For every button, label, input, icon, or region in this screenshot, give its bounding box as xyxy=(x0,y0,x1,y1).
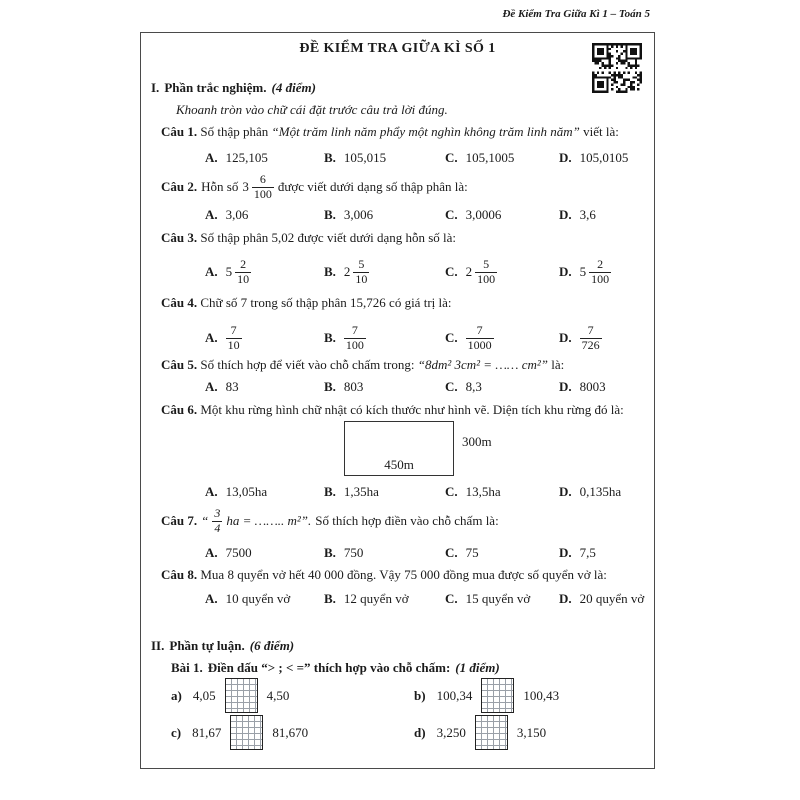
option-d: D. 0,135ha xyxy=(559,484,622,499)
option-d: D. 8003 xyxy=(559,379,606,394)
answer-box xyxy=(481,678,514,713)
question-2-stem: Câu 2. Hỗn số 3 $\frac{6}{100}$ được viết dưới dạng số thập phân là: xyxy=(161,172,468,201)
qr-code-icon xyxy=(592,43,642,93)
option-a: A. 83 xyxy=(205,379,239,394)
question-6-label: Câu 6. xyxy=(161,402,198,417)
fraction: $\frac{6}{100}$ xyxy=(253,172,272,201)
option-b: B. $\frac{7}{100}$ xyxy=(324,323,364,352)
section-1-numeral: I. xyxy=(151,80,160,95)
option-d: D. 7,5 xyxy=(559,545,596,560)
question-3-options xyxy=(161,254,654,290)
option-d: D. 3,6 xyxy=(559,207,596,222)
question-7-label: Câu 7. xyxy=(161,513,198,528)
option-b: B. 2 $\frac{5}{10}$ xyxy=(324,257,368,286)
question-7-stem: Câu 7. “ $\frac{3}{4}$ ha = …….. m²”. Số thích hợp điền vào chỗ chấm là: xyxy=(161,506,499,535)
question-8-options xyxy=(161,591,654,609)
option-a: A. 10 quyển vở xyxy=(205,591,291,606)
option-c: C. 3,0006 xyxy=(445,207,502,222)
compare-item-d: d) 3,250 3,150 xyxy=(414,715,546,750)
option-d: D. $\frac{7}{726}$ xyxy=(559,323,600,352)
question-8-label: Câu 8. xyxy=(161,567,198,582)
option-c: C. 75 xyxy=(445,545,479,560)
exercise-1-label: Bài 1. xyxy=(171,660,203,675)
compare-item-c: c) 81,67 81,670 xyxy=(171,715,308,750)
answer-box xyxy=(475,715,508,750)
option-c: C. 2 $\frac{5}{100}$ xyxy=(445,257,496,286)
question-3-stem: Câu 3. Số thập phân 5,02 được viết dưới dạng hỗn số là: xyxy=(161,230,457,245)
option-c: C. 15 quyển vở xyxy=(445,591,531,606)
figure-height-label: 300m xyxy=(462,434,492,449)
section-2-points: (6 điểm) xyxy=(249,638,295,653)
question-5-options xyxy=(161,379,654,397)
question-4-stem: Câu 4. Chữ số 7 trong số thập phân 15,726 có giá trị là: xyxy=(161,295,452,310)
question-5-label: Câu 5. xyxy=(161,357,198,372)
option-a: A. 3,06 xyxy=(205,207,249,222)
option-b: B. 3,006 xyxy=(324,207,374,222)
option-c: C. 13,5ha xyxy=(445,484,501,499)
option-c: C. 8,3 xyxy=(445,379,482,394)
question-4-options xyxy=(161,320,654,356)
answer-box xyxy=(230,715,263,750)
question-7-options xyxy=(161,545,654,563)
section-1-title: Phần trắc nghiệm. xyxy=(164,80,267,95)
section-1-points: (4 điểm) xyxy=(271,80,316,95)
figure-width-label: 450m xyxy=(384,457,414,472)
question-3-label: Câu 3. xyxy=(161,230,198,245)
question-2-label: Câu 2. xyxy=(161,179,198,194)
exercise-1-points: (1 điểm) xyxy=(455,660,500,675)
question-4-label: Câu 4. xyxy=(161,295,198,310)
question-1-label: Câu 1. xyxy=(161,124,198,139)
option-a: A. 5 $\frac{2}{10}$ xyxy=(205,257,250,286)
section-2-numeral: II. xyxy=(151,638,165,653)
page-title: ĐỀ KIỂM TRA GIỮA KÌ SỐ 1 xyxy=(299,41,496,56)
fraction: $\frac{3}{4}$ xyxy=(214,506,221,535)
question-5-stem: Câu 5. Số thích hợp để viết vào chỗ chấm trong: “8dm² 3cm² = …… cm²” là: xyxy=(161,357,565,372)
question-6-options xyxy=(161,484,654,502)
question-6-stem: Câu 6. Một khu rừng hình chữ nhật có kích thước như hình vẽ. Diện tích khu rừng đó là: xyxy=(161,402,624,417)
question-1-stem: Câu 1. Số thập phân “Một trăm linh năm phẩy một nghìn không trăm linh năm” viết là: xyxy=(161,124,619,139)
option-a: A. 13,05ha xyxy=(205,484,268,499)
question-8-stem: Câu 8. Mua 8 quyển vở hết 40 000 đồng. Vậy 75 000 đồng mua được số quyển vở là: xyxy=(161,567,607,582)
option-b: B. 1,35ha xyxy=(324,484,379,499)
option-c: C. $\frac{7}{1000}$ xyxy=(445,323,492,352)
section-2-title: Phần tự luận. xyxy=(169,638,245,653)
option-a: A. $\frac{7}{10}$ xyxy=(205,323,240,352)
rectangle-shape xyxy=(344,421,454,476)
instruction-line: Khoanh tròn vào chữ cái đặt trước câu trả lời đúng. xyxy=(176,102,448,117)
exam-page xyxy=(140,32,655,769)
option-b: B. 12 quyển vở xyxy=(324,591,409,606)
compare-item-a: a) 4,05 4,50 xyxy=(171,678,289,713)
question-2-options xyxy=(161,207,654,225)
section-2-heading xyxy=(151,638,294,654)
mixed-number: 3 $\frac{6}{100}$ xyxy=(242,172,272,201)
option-d: D. 105,0105 xyxy=(559,150,629,165)
option-a: A. 7500 xyxy=(205,545,252,560)
option-c: C. 105,1005 xyxy=(445,150,515,165)
question-1-options xyxy=(161,150,654,168)
option-b: B. 803 xyxy=(324,379,364,394)
section-1-heading xyxy=(151,80,316,96)
compare-item-b: b) 100,34 100,43 xyxy=(414,678,559,713)
option-d: D. 20 quyển vở xyxy=(559,591,645,606)
option-a: A. 125,105 xyxy=(205,150,268,165)
running-header: Đề Kiểm Tra Giữa Kì 1 – Toán 5 xyxy=(502,8,650,20)
answer-box xyxy=(225,678,258,713)
option-b: B. 750 xyxy=(324,545,364,560)
option-d: D. 5 $\frac{2}{100}$ xyxy=(559,257,610,286)
rectangle-figure xyxy=(344,421,492,476)
option-b: B. 105,015 xyxy=(324,150,387,165)
exercise-1-heading: Bài 1. Điền dấu “> ; < =” thích hợp vào chỗ chấm: (1 điểm) xyxy=(171,660,500,675)
